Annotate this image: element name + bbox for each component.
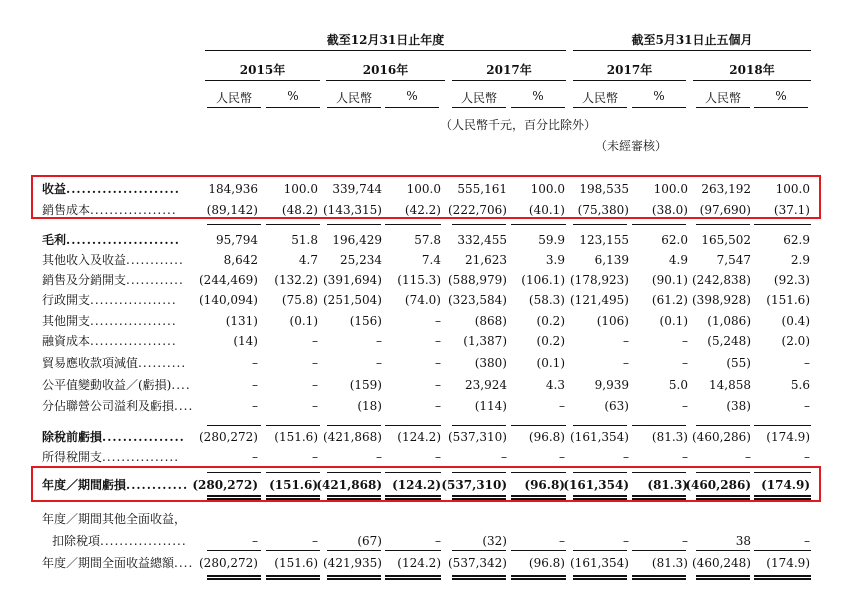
cell-15-8: 38 (735, 534, 751, 548)
cell-2-4: 332,455 (457, 233, 507, 247)
cell-0-3: 100.0 (406, 182, 441, 196)
rule-pretax-6 (573, 425, 627, 426)
cell-13-2: (421,868) (316, 478, 382, 492)
cell-9-2: (159) (349, 378, 382, 392)
cell-5-5: (58.3) (528, 293, 565, 307)
cell-12-0: – (252, 450, 258, 464)
rule-total-bottom-1 (266, 575, 320, 580)
row-label-11 (42, 430, 192, 444)
cell-6-3: – (435, 314, 441, 328)
cell-12-5: – (559, 450, 565, 464)
rule-total-top-4 (452, 550, 506, 551)
cell-15-0: – (252, 534, 258, 548)
header-year-rule-1 (326, 80, 445, 81)
cell-12-8: – (745, 450, 751, 464)
cell-15-4: (32) (482, 534, 507, 548)
header-pct-rule-1 (385, 107, 439, 108)
cell-12-7: – (682, 450, 688, 464)
cell-10-6: (63) (604, 399, 629, 413)
header-pct-rule-0 (266, 107, 320, 108)
rule-total-top-0 (207, 550, 261, 551)
cell-12-9: – (804, 450, 810, 464)
cell-3-5: 3.9 (545, 253, 565, 267)
rule-gross-profit-3 (385, 224, 441, 225)
cell-5-9: (151.6) (766, 293, 810, 307)
row-label-text: 收益 (42, 182, 67, 196)
row-label-9 (42, 378, 192, 392)
cell-3-2: 25,234 (340, 253, 382, 267)
row-label-text: 年度／期間其他全面收益， (42, 512, 187, 526)
cell-6-7: (0.1) (659, 314, 688, 328)
cell-8-7: – (682, 356, 688, 370)
cell-11-0: (280,272) (199, 430, 258, 444)
cell-0-9: 100.0 (775, 182, 810, 196)
cell-6-4: (868) (474, 314, 507, 328)
row-label-text: 銷售及分銷開支 (42, 273, 127, 287)
header-group-year-rule (205, 50, 566, 51)
header-year-1: 2016年 (362, 63, 409, 77)
unit-note: （人民幣千元，百分比除外） (440, 118, 597, 132)
cell-11-7: (81.3) (651, 430, 688, 444)
leader-dots: .................. (100, 534, 187, 548)
cell-0-2: 339,744 (332, 182, 382, 196)
header-year-2: 2017年 (486, 63, 532, 77)
header-year-rule-3 (573, 80, 686, 81)
cell-3-8: 7,547 (716, 253, 751, 267)
cell-6-6: (106) (596, 314, 629, 328)
cell-9-0: – (252, 378, 258, 392)
header-group-five-month: 截至5月31日止五個月 (631, 33, 753, 47)
row-label-text: 年度／期間虧損 (42, 478, 127, 492)
cell-10-4: (114) (474, 399, 507, 413)
leader-dots: .......... (138, 356, 187, 370)
cell-1-1: (48.2) (281, 203, 318, 217)
cell-12-2: – (376, 450, 382, 464)
cell-11-5: (96.8) (528, 430, 565, 444)
cell-7-2: – (376, 334, 382, 348)
rule-total-bottom-6 (573, 575, 627, 580)
cell-11-8: (460,286) (692, 430, 751, 444)
cell-4-0: (244,469) (199, 273, 258, 287)
rule-gross-profit-7 (632, 224, 686, 225)
header-pct-2: % (532, 89, 544, 103)
cell-15-3: – (435, 534, 441, 548)
rule-pretax-4 (452, 425, 506, 426)
cell-16-4: (537,342) (448, 556, 507, 570)
cell-6-1: (0.1) (289, 314, 318, 328)
cell-9-4: 23,924 (465, 378, 507, 392)
cell-11-6: (161,354) (570, 430, 629, 444)
row-label-text: 分佔聯營公司溢利及虧損 (42, 399, 175, 413)
cell-9-9: 5.6 (790, 378, 810, 392)
row-label-text: 除稅前虧損 (42, 430, 103, 444)
cell-6-5: (0.2) (536, 314, 565, 328)
cell-13-0: (280,272) (192, 478, 258, 492)
cell-3-0: 8,642 (223, 253, 258, 267)
rule-total-top-3 (385, 550, 441, 551)
cell-4-9: (92.3) (773, 273, 810, 287)
cell-16-9: (174.9) (766, 556, 810, 570)
cell-10-9: – (804, 399, 810, 413)
row-label-10 (42, 399, 192, 413)
leader-dots: ................ (102, 430, 185, 444)
cell-2-6: 123,155 (579, 233, 629, 247)
row-label-text: 融資成本 (42, 334, 91, 348)
cell-11-3: (124.2) (397, 430, 441, 444)
row-label-text: 銷售成本 (42, 203, 91, 217)
rule-gross-profit-9 (754, 224, 811, 225)
rule-total-bottom-5 (511, 575, 566, 580)
header-year-rule-0 (205, 80, 320, 81)
unaudited-note: （未經審核） (595, 139, 668, 153)
rule-pretax-5 (511, 425, 566, 426)
cell-10-0: – (252, 399, 258, 413)
cell-7-4: (1,387) (463, 334, 507, 348)
cell-0-6: 198,535 (579, 182, 629, 196)
rule-total-top-6 (573, 550, 627, 551)
cell-8-5: (0.1) (536, 356, 565, 370)
header-rmb-0: 人民幣 (215, 91, 252, 105)
cell-2-0: 95,794 (216, 233, 258, 247)
cell-13-1: (151.6) (269, 478, 318, 492)
row-label-text: 貿易應收款項減值 (42, 356, 139, 370)
cell-15-5: – (559, 534, 565, 548)
cell-12-6: – (623, 450, 629, 464)
row-label-text: 行政開支 (42, 293, 91, 307)
cell-15-9: – (804, 534, 810, 548)
cell-4-5: (106.1) (521, 273, 565, 287)
cell-2-3: 57.8 (414, 233, 441, 247)
cell-2-7: 62.0 (661, 233, 688, 247)
header-year-rule-2 (452, 80, 566, 81)
cell-8-8: (55) (726, 356, 751, 370)
cell-7-3: – (435, 334, 441, 348)
rule-gross-profit-8 (696, 224, 750, 225)
cell-9-5: 4.3 (545, 378, 565, 392)
cell-3-4: 21,623 (465, 253, 507, 267)
cell-6-8: (1,086) (707, 314, 751, 328)
cell-16-7: (81.3) (651, 556, 688, 570)
header-rmb-4: 人民幣 (704, 91, 741, 105)
rule-gross-profit-6 (573, 224, 627, 225)
cell-10-3: – (435, 399, 441, 413)
cell-7-6: – (623, 334, 629, 348)
cell-11-2: (421,868) (323, 430, 382, 444)
cell-16-3: (124.2) (397, 556, 441, 570)
header-year-rule-4 (693, 80, 811, 81)
cell-9-7: 5.0 (668, 378, 688, 392)
row-label-15 (52, 534, 202, 548)
cell-5-2: (251,504) (323, 293, 382, 307)
cell-6-2: (156) (349, 314, 382, 328)
header-rmb-rule-4 (696, 107, 750, 108)
row-label-8 (42, 356, 192, 370)
row-label-4 (42, 273, 192, 287)
cell-8-6: – (623, 356, 629, 370)
cell-0-1: 100.0 (283, 182, 318, 196)
highlight-period-loss (31, 466, 821, 502)
cell-3-1: 4.7 (298, 253, 318, 267)
cell-13-5: (96.8) (524, 478, 565, 492)
row-label-text: 所得稅開支 (42, 450, 103, 464)
leader-dots: .................. (90, 203, 177, 217)
cell-2-1: 51.8 (291, 233, 318, 247)
cell-16-0: (280,272) (199, 556, 258, 570)
cell-4-7: (90.1) (651, 273, 688, 287)
header-rmb-2: 人民幣 (460, 91, 497, 105)
cell-5-6: (121,495) (570, 293, 629, 307)
cell-13-9: (174.9) (761, 478, 810, 492)
cell-15-1: – (312, 534, 318, 548)
cell-13-7: (81.3) (647, 478, 688, 492)
cell-15-6: – (623, 534, 629, 548)
row-label-5 (42, 293, 192, 307)
cell-7-1: – (312, 334, 318, 348)
rule-gross-profit-1 (266, 224, 320, 225)
leader-dots: ...................... (66, 182, 180, 196)
cell-8-3: – (435, 356, 441, 370)
row-label-text: 其他開支 (42, 314, 91, 328)
cell-13-6: (161,354) (563, 478, 629, 492)
header-rmb-3: 人民幣 (581, 91, 618, 105)
cell-15-2: (67) (357, 534, 382, 548)
header-rmb-1: 人民幣 (335, 91, 372, 105)
cell-1-5: (40.1) (528, 203, 565, 217)
row-label-text: 其他收入及收益 (42, 253, 127, 267)
header-pct-rule-4 (754, 107, 808, 108)
leader-dots: ............ (126, 273, 184, 287)
leader-dots: .................. (90, 334, 177, 348)
rule-total-bottom-4 (452, 575, 506, 580)
header-rmb-rule-3 (573, 107, 627, 108)
header-rmb-rule-0 (207, 107, 261, 108)
rule-gross-profit-0 (207, 224, 261, 225)
cell-7-8: (5,248) (707, 334, 751, 348)
cell-5-0: (140,094) (199, 293, 258, 307)
cell-8-9: – (804, 356, 810, 370)
rule-total-bottom-9 (754, 575, 811, 580)
cell-5-8: (398,928) (692, 293, 751, 307)
cell-7-0: (14) (233, 334, 258, 348)
cell-0-7: 100.0 (653, 182, 688, 196)
cell-2-5: 59.9 (538, 233, 565, 247)
cell-12-3: – (435, 450, 441, 464)
rule-pretax-2 (327, 425, 381, 426)
cell-16-5: (96.8) (528, 556, 565, 570)
rule-total-top-5 (511, 550, 566, 551)
cell-8-1: – (312, 356, 318, 370)
row-label-3 (42, 253, 192, 267)
row-label-7 (42, 334, 192, 348)
rule-gross-profit-4 (452, 224, 506, 225)
cell-1-8: (97,690) (699, 203, 751, 217)
rule-total-top-8 (696, 550, 750, 551)
cell-13-3: (124.2) (392, 478, 441, 492)
header-pct-0: % (287, 89, 299, 103)
cell-13-8: (460,286) (685, 478, 751, 492)
cell-8-2: – (376, 356, 382, 370)
cell-5-3: (74.0) (404, 293, 441, 307)
header-group-year: 截至12月31日止年度 (326, 33, 445, 47)
leader-dots: ............ (126, 253, 184, 267)
leader-dots: ............ (126, 478, 189, 492)
cell-1-3: (42.2) (404, 203, 441, 217)
row-label-text: 毛利 (42, 233, 67, 247)
row-label-text: 扣除稅項 (52, 534, 101, 548)
cell-1-0: (89,142) (206, 203, 258, 217)
cell-6-9: (0.4) (781, 314, 810, 328)
rule-total-top-9 (754, 550, 811, 551)
rule-gross-profit-5 (511, 224, 566, 225)
header-year-3: 2017年 (606, 63, 653, 77)
leader-dots: .................. (90, 314, 177, 328)
cell-4-4: (588,979) (448, 273, 507, 287)
row-label-2 (42, 233, 192, 247)
rule-pretax-7 (632, 425, 686, 426)
rule-total-top-7 (632, 550, 686, 551)
cell-2-9: 62.9 (783, 233, 810, 247)
header-pct-rule-3 (632, 107, 686, 108)
rule-total-bottom-0 (207, 575, 261, 580)
rule-total-bottom-2 (327, 575, 381, 580)
cell-4-8: (242,838) (692, 273, 751, 287)
header-year-0: 2015年 (239, 63, 286, 77)
highlight-revenue-cost (31, 175, 821, 219)
row-label-14 (42, 512, 192, 526)
cell-12-1: – (312, 450, 318, 464)
leader-dots: .... (171, 378, 191, 392)
cell-2-8: 165,502 (701, 233, 751, 247)
rule-pretax-3 (385, 425, 441, 426)
cell-8-0: – (252, 356, 258, 370)
cell-16-8: (460,248) (692, 556, 751, 570)
rule-gross-profit-2 (327, 224, 381, 225)
cell-5-4: (323,584) (448, 293, 507, 307)
cell-10-7: – (682, 399, 688, 413)
rule-pretax-0 (207, 425, 261, 426)
cell-1-4: (222,706) (448, 203, 507, 217)
cell-1-2: (143,315) (323, 203, 382, 217)
cell-11-9: (174.9) (766, 430, 810, 444)
cell-12-4: – (501, 450, 507, 464)
cell-4-3: (115.3) (397, 273, 441, 287)
cell-10-5: – (559, 399, 565, 413)
header-rmb-rule-2 (452, 107, 506, 108)
header-pct-1: % (406, 89, 418, 103)
cell-1-9: (37.1) (773, 203, 810, 217)
rule-total-bottom-8 (696, 575, 750, 580)
rule-total-bottom-3 (385, 575, 441, 580)
header-group-five-month-rule (573, 50, 811, 51)
cell-11-1: (151.6) (274, 430, 318, 444)
cell-9-1: – (312, 378, 318, 392)
leader-dots: .... (174, 556, 194, 570)
cell-9-6: 9,939 (594, 378, 629, 392)
header-pct-4: % (775, 89, 787, 103)
cell-0-8: 263,192 (701, 182, 751, 196)
cell-9-8: 14,858 (709, 378, 751, 392)
cell-4-1: (132.2) (274, 273, 318, 287)
rule-total-bottom-7 (632, 575, 686, 580)
cell-0-5: 100.0 (530, 182, 565, 196)
cell-6-0: (131) (225, 314, 258, 328)
cell-7-9: (2.0) (781, 334, 810, 348)
row-label-12 (42, 450, 192, 464)
rule-pretax-9 (754, 425, 811, 426)
cell-16-1: (151.6) (274, 556, 318, 570)
cell-3-6: 6,139 (594, 253, 629, 267)
cell-5-1: (75.8) (281, 293, 318, 307)
cell-16-6: (161,354) (570, 556, 629, 570)
cell-9-3: – (435, 378, 441, 392)
rule-total-top-2 (327, 550, 381, 551)
cell-15-7: – (682, 534, 688, 548)
row-label-6 (42, 314, 192, 328)
leader-dots: ................ (102, 450, 180, 464)
cell-5-7: (61.2) (651, 293, 688, 307)
cell-3-7: 4.9 (668, 253, 688, 267)
cell-0-0: 184,936 (208, 182, 258, 196)
header-year-4: 2018年 (729, 63, 775, 77)
rule-pretax-1 (266, 425, 320, 426)
cell-1-6: (75,380) (577, 203, 629, 217)
leader-dots: .................. (90, 293, 177, 307)
cell-4-6: (178,923) (570, 273, 629, 287)
header-pct-rule-2 (511, 107, 565, 108)
cell-7-5: (0.2) (536, 334, 565, 348)
cell-2-2: 196,429 (332, 233, 382, 247)
cell-8-4: (380) (474, 356, 507, 370)
header-pct-3: % (653, 89, 665, 103)
row-label-text: 公平值變動收益／(虧損) (42, 378, 172, 392)
cell-0-4: 555,161 (457, 182, 507, 196)
rule-total-top-1 (266, 550, 320, 551)
cell-13-4: (537,310) (441, 478, 507, 492)
leader-dots: ...................... (66, 233, 180, 247)
cell-11-4: (537,310) (448, 430, 507, 444)
cell-10-8: (38) (726, 399, 751, 413)
cell-10-2: (18) (357, 399, 382, 413)
cell-3-3: 7.4 (421, 253, 441, 267)
cell-16-2: (421,935) (323, 556, 382, 570)
rule-pretax-8 (696, 425, 750, 426)
header-rmb-rule-1 (327, 107, 381, 108)
row-label-text: 年度／期間全面收益總額 (42, 556, 175, 570)
leader-dots: .... (174, 399, 194, 413)
cell-1-7: (38.0) (651, 203, 688, 217)
cell-4-2: (391,694) (323, 273, 382, 287)
cell-3-9: 2.9 (790, 253, 810, 267)
cell-7-7: – (682, 334, 688, 348)
cell-10-1: – (312, 399, 318, 413)
row-label-16 (42, 556, 192, 570)
